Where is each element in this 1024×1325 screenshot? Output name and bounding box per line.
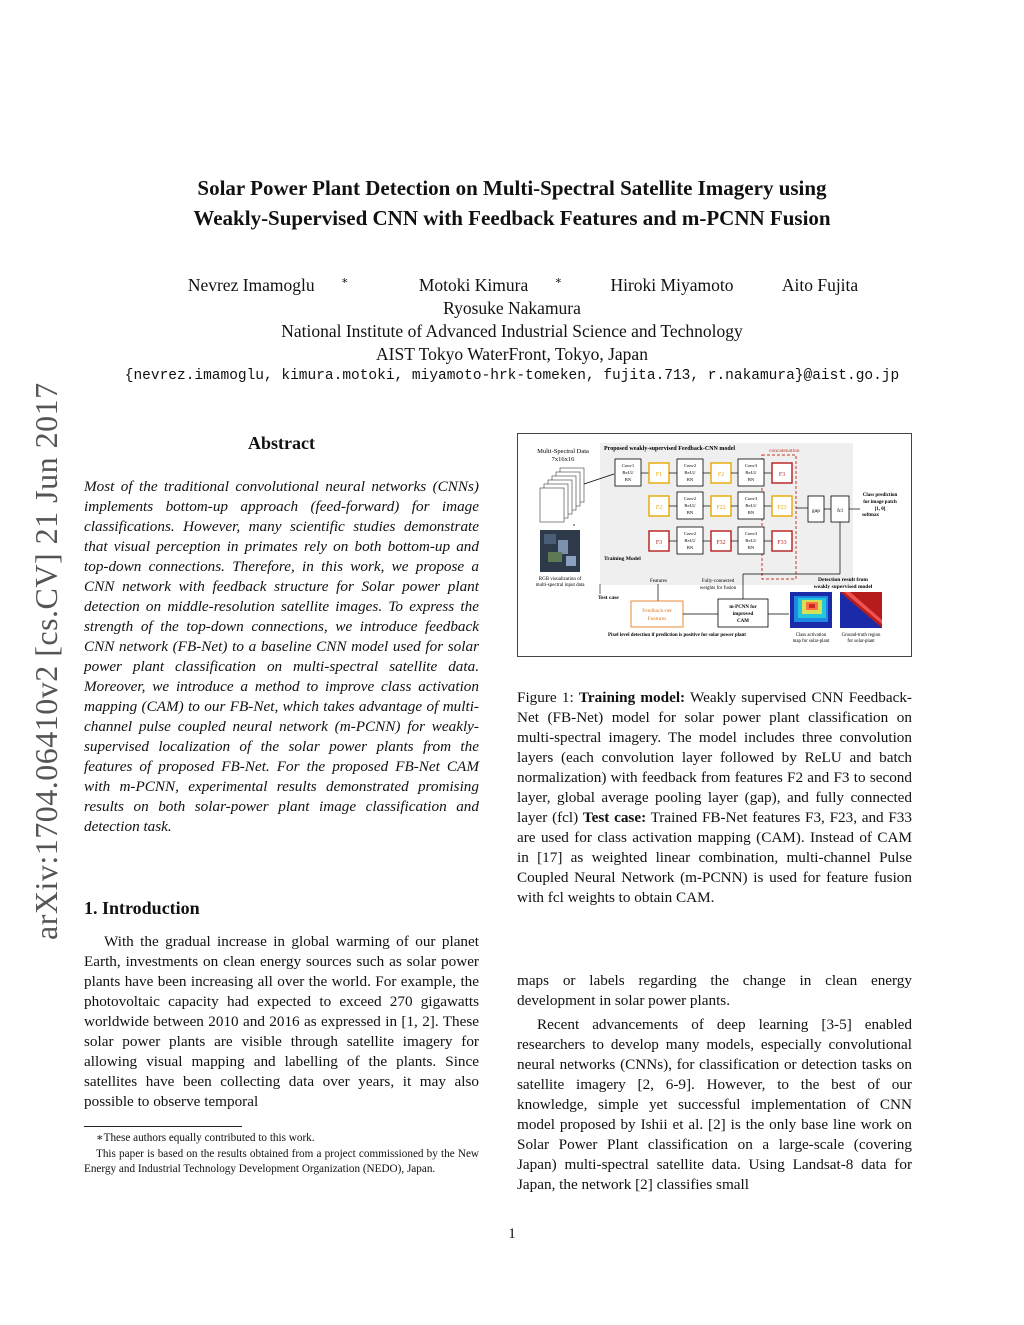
f32-box <box>711 531 731 551</box>
f3-box-row1 <box>772 463 792 483</box>
caption-prefix: Figure 1: <box>517 689 579 706</box>
svg-text:Conv1: Conv1 <box>621 463 635 468</box>
gt-label-1: Ground-truth region <box>841 633 881 638</box>
introduction-text <box>84 932 479 1112</box>
f2-box <box>711 463 731 483</box>
input-label-2: 7x16x16 <box>551 456 575 463</box>
fc-weights-2: weights for fusion <box>699 586 737 591</box>
svg-text:fcl: fcl <box>837 508 843 514</box>
section-heading-introduction: 1. Introduction <box>84 898 200 918</box>
mpcnn-box <box>718 599 768 627</box>
conv3-box-row3 <box>738 527 764 554</box>
svg-text:ReLU: ReLU <box>684 470 696 475</box>
svg-text:Features: Features <box>647 616 667 622</box>
fbnet-features-box <box>631 601 683 627</box>
footnotes <box>84 1131 479 1178</box>
svg-text:ReLU: ReLU <box>684 503 696 508</box>
svg-text:CAM: CAM <box>737 619 749 624</box>
author-row <box>80 270 944 297</box>
svg-text:ReLU: ReLU <box>745 538 757 543</box>
svg-text:m-PCNN for: m-PCNN for <box>729 605 757 610</box>
detection-label-2: weakly supervised model <box>813 584 873 590</box>
caption-test-case: Test case: <box>582 809 647 826</box>
ground-truth-map <box>840 592 882 628</box>
svg-text:F33: F33 <box>777 540 787 546</box>
conv2-box-row3 <box>677 527 703 554</box>
title-line-2: Weakly-Supervised CNN with Feedback Features and m-PCNN Fusion <box>193 206 831 230</box>
paper-title <box>80 173 944 233</box>
author-block <box>80 270 944 366</box>
svg-text:ReLU: ReLU <box>684 538 696 543</box>
author-3: Hiroki Miyamoto <box>610 274 734 295</box>
input-stack <box>540 468 584 522</box>
arxiv-identifier: arXiv:1704.06410v2 [cs.CV] 21 Jun 2017 <box>28 382 64 940</box>
f2-feedback-box <box>649 496 669 516</box>
conv2-box-row2 <box>677 492 703 519</box>
svg-text:F2: F2 <box>717 472 725 478</box>
conv2-box-row1 <box>677 459 703 486</box>
title-line-1: Solar Power Plant Detection on Multi-Spectral Satellite Imagery using <box>197 176 827 200</box>
svg-text:improved: improved <box>732 612 754 617</box>
author-4: Aito Fujita <box>781 274 859 295</box>
footnote-2: This paper is based on the results obtained from a project commissioned by the New Energy and Industrial Technology Development Organization (NEDO), Japan. <box>84 1147 479 1175</box>
caption-body: Weakly supervised CNN Feedback-Net (FB-Net) model for solar power plant classification on multi-spectral imagery. The model includes three convolution layers (each convolution layer followed by ReLU and batch normalization) with feedback from features F2 and F3 to second layer, global average pooling layer (gap), and fully connected layer (fcl) <box>517 689 912 826</box>
rgb-label-2: multi-spectral input data <box>535 583 585 588</box>
right-paragraph-1: maps or labels regarding the change in clean energy development in solar power plants. <box>517 972 912 1009</box>
affiliation-2: AIST Tokyo WaterFront, Tokyo, Japan <box>376 343 648 364</box>
svg-text:Conv3: Conv3 <box>744 496 758 501</box>
cam-label-1: Class activation <box>795 633 827 638</box>
f22-box <box>711 496 731 516</box>
cam-label-2: map for solar-plant <box>792 639 830 644</box>
svg-text:Feedback-net: Feedback-net <box>642 608 672 614</box>
svg-text:BN: BN <box>686 477 694 482</box>
svg-text:Conv2: Conv2 <box>683 531 697 536</box>
svg-text:ReLU: ReLU <box>745 503 757 508</box>
figure-1-svg <box>518 434 911 656</box>
svg-text:ReLU: ReLU <box>745 470 757 475</box>
figure-1-caption <box>517 688 912 908</box>
svg-text:BN: BN <box>747 510 755 515</box>
footnote-rule <box>84 1126 242 1127</box>
figure-1-diagram <box>517 433 912 657</box>
abstract-text: Most of the traditional convolutional neural networks (CNNs) implements bottom-up approach (feed-forward) for image classifications. However, many scientific studies demonstrate that visual perception in primates rely on both bottom-up and top-down connections. Therefore, in this work, we propose a CNN network with feedback structure for Solar power plant detection on middle-resolution satellite images. To express the strength of the top-down connections, we introduce feedback CNN network (FB-Net) to a baseline CNN model used for solar power plant classification on multi-spectral satellite data. Moreover, we introduce a method to improve class activation mapping (CAM) to our FB-Net, which takes advantage of multi-channel pulse coupled neural network (m-PCNN) for weakly-supervised localization of the solar power plants from the features of proposed FB-Net. For the proposed FB-Net CAM with m-PCNN, experimental results demonstrated promising results on both solar-power plant image classification and detection task. <box>84 478 479 835</box>
fcl-box <box>831 496 849 522</box>
conv3-box-row1 <box>738 459 764 486</box>
svg-text:F3: F3 <box>778 472 786 478</box>
conv3-box-row2 <box>738 492 764 519</box>
svg-text:gap: gap <box>812 508 820 514</box>
class-pred-1: Class prediction <box>862 493 898 498</box>
detection-label-1: Detection result from <box>818 577 868 583</box>
svg-text:F22: F22 <box>716 505 726 511</box>
rgb-label-1: RGB visualization of <box>538 577 582 582</box>
model-title: Proposed weakly-supervised Feedback-CNN model <box>604 446 736 452</box>
svg-text:Conv3: Conv3 <box>744 463 758 468</box>
cam-heatmap <box>790 592 832 628</box>
svg-text:F23: F23 <box>777 505 787 511</box>
intro-paragraph-1: With the gradual increase in global warming of our planet Earth, investments on clean energy sources such as solar power plants have been increasing all over the world. For example, the photovoltaic capacity had expected to exceed 270 gigawatts worldwide between 2010 and 2016 as expressed in [1, 2]. These solar power plants are visible through satellite imagery for allowing visual mapping and labelling of the plants. Since satellites have been collecting data over years, it may also possible to observe temporal <box>84 933 479 1110</box>
pixel-level-label: Pixel level detection if prediction is positive for solar power plant <box>608 633 746 638</box>
footnote-1: ∗These authors equally contributed to this work. <box>96 1132 315 1144</box>
svg-text:BN: BN <box>747 477 755 482</box>
caption-end: Trained FB-Net features F3, F23, and F33 are used for class activation mapping (CAM). Instead of CAM in [17] as weighted linear combination, multi-channel Pulse Coupled Neural Network (m-PCNN) is used for feature fusion with fcl weights to obtain CAM. <box>517 809 912 906</box>
input-label-1: Multi-Spectral Data <box>537 448 589 455</box>
svg-text:F1: F1 <box>655 472 663 478</box>
svg-text:BN: BN <box>686 510 694 515</box>
affiliation-1: National Institute of Advanced Industrial Science and Technology <box>281 320 743 341</box>
svg-text:Conv2: Conv2 <box>683 463 697 468</box>
svg-text:Conv2: Conv2 <box>683 496 697 501</box>
svg-text:BN: BN <box>747 545 755 550</box>
svg-text:F32: F32 <box>716 540 726 546</box>
caption-training-model: Training model: <box>578 689 686 706</box>
softmax-label: softmax <box>862 513 879 518</box>
author-1: Nevrez Imamoglu ∗ <box>187 274 349 295</box>
author-2: Motoki Kimura ∗ <box>418 274 563 295</box>
rgb-patch <box>540 530 580 572</box>
concat-label: concatenation <box>769 448 800 454</box>
conv1-box <box>615 459 641 486</box>
test-case-label: Test case <box>598 595 619 601</box>
svg-text:F2: F2 <box>655 505 663 511</box>
svg-text:BN: BN <box>686 545 694 550</box>
features-label: Features <box>650 579 667 584</box>
svg-text:F3: F3 <box>655 540 663 546</box>
f3-feedback-box <box>649 531 669 551</box>
f1-box <box>649 463 669 483</box>
gap-box <box>808 496 824 522</box>
author-5: Ryosuke Nakamura <box>443 297 581 318</box>
page-number: 1 <box>508 1226 516 1242</box>
f23-box <box>772 496 792 516</box>
right-paragraph-2: Recent advancements of deep learning [3-5] enabled researchers to develop many models, especially convolutional neural networks (CNNs), for classification or detection tasks on satellite imagery [2, 6-9]. However, to the best of our knowledge, simple yet successful implementation of CNN model proposed by Ishii et al. [2] is the only base line work on Solar Power Plant classification on a large-scale (covering Japan) multi-spectral satellite data. Using Landsat-8 data for Japan, the network [2] classifies small <box>517 1016 912 1193</box>
f33-box <box>772 531 792 551</box>
abstract-heading: Abstract <box>248 433 315 453</box>
class-pred-3: [1, 0] <box>874 507 886 512</box>
svg-text:ReLU: ReLU <box>622 470 634 475</box>
training-model-label: Training Model <box>604 556 641 562</box>
gt-label-2: for solar-plant <box>847 639 875 644</box>
author-emails: {nevrez.imamoglu, kimura.motoki, miyamoto-hrk-tomeken, fujita.713, r.nakamura}@aist.go.jp <box>124 368 900 384</box>
svg-text:BN: BN <box>624 477 632 482</box>
right-column-text <box>517 971 912 1195</box>
svg-text:Conv3: Conv3 <box>744 531 758 536</box>
class-pred-2: for image patch <box>863 500 897 505</box>
fc-weights-1: Fully-connected <box>701 579 735 584</box>
